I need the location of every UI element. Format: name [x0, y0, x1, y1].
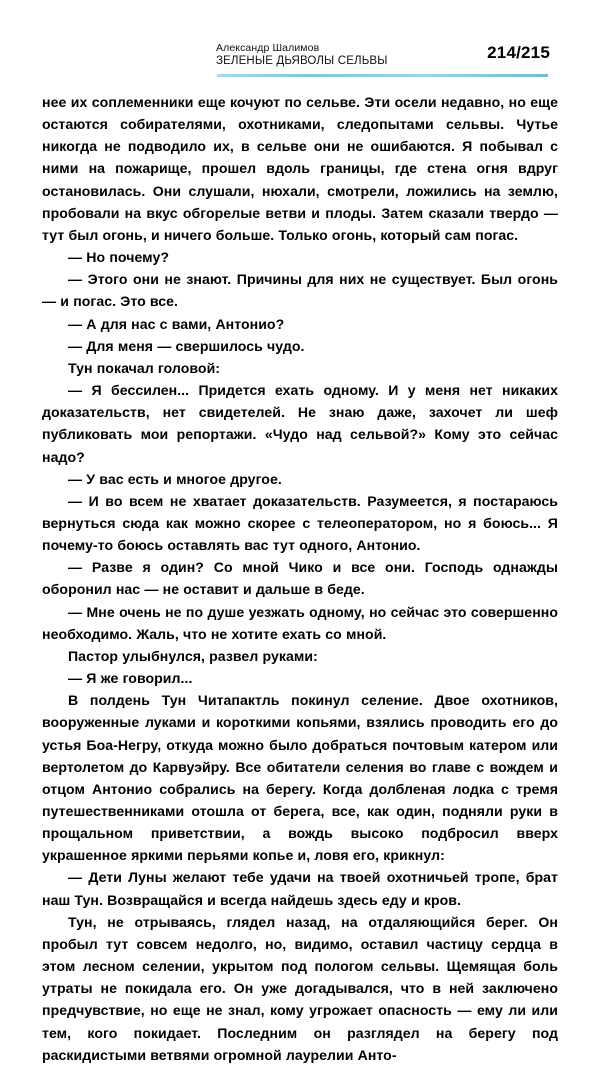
- running-head: [0, 0, 600, 82]
- paragraph: В полдень Тун Читапактль покинул селение. Двое охотников, вооруженные луками и короткими копьями, взялись проводить его до устья Боа-Негру, откуда можно было добраться почтовым катером или вертолетом до Карвуэйру. Все обитатели селения во главе с вождем и отцом Антонио собрались на берегу. Когда долбленая лодка с тремя путешественниками отошла от берега, все, как один, подняли руки в прощальном приветствии, а вождь высоко подбросил вверх украшенное яркими перьями копье и, ловя его, крикнул:: [42, 692, 558, 864]
- paragraph: Тун, не отрываясь, глядел назад, на отдаляющийся берег. Он пробыл тут совсем недолго, но, видимо, оставил частицу сердца в этом лесном селении, укрытом под пологом сельвы. Щемящая боль утраты не покидала его. Он уже догадывался, что в ней заключено предчувствие, но еще не знал, кому угрожает опасность — ему ли или тем, кого покидает. Последним он разглядел на берегу под раскидистыми ветвями огромной лаурелии Анто-: [42, 913, 558, 1063]
- paragraph: — Мне очень не по душе уезжать одному, но сейчас это совершенно необходимо. Жаль, что не хотите ехать со мной.: [42, 603, 558, 642]
- paragraph: — Но почему?: [68, 249, 170, 266]
- paragraph: — Я же говорил...: [68, 670, 193, 687]
- page-number: 214/215: [487, 43, 550, 62]
- header-author: Александр Шалимов: [216, 42, 320, 54]
- running-head-titles: [216, 42, 388, 69]
- header-book-title: ЗЕЛЕНЫЕ ДЬЯВОЛЫ СЕЛЬВЫ: [216, 55, 388, 68]
- paragraph: Пастор улыбнулся, развел руками:: [68, 647, 318, 664]
- running-head-content: [216, 42, 550, 69]
- paragraph: — Этого они не знают. Причины для них не существует. Был огонь — и погас. Это все.: [42, 271, 558, 310]
- paragraph: — Разве я один? Со мной Чико и все они. Господь однажды оборонил нас — не оставит и дальше в беде.: [42, 559, 558, 598]
- paragraph: — У вас есть и многое другое.: [68, 470, 282, 487]
- body-text-column: [42, 91, 558, 1066]
- paragraph: — И во всем не хватает доказательств. Разумеется, я постараюсь вернуться сюда как можно скорее с телеоператором, но я боюсь... Я почему-то боюсь оставлять вас тут одного, Антонио.: [42, 492, 558, 554]
- paragraph: — Для меня — свершилось чудо.: [68, 337, 305, 354]
- paragraph: — Дети Луны желают тебе удачи на твоей охотничьей тропе, брат наш Тун. Возвращайся и всегда найдешь здесь еду и кров.: [42, 869, 558, 908]
- header-divider-rule: [217, 74, 548, 77]
- paragraph: — Я бессилен... Придется ехать одному. И у меня нет никаких доказательств, нет свидетелей. Не знаю даже, захочет ли шеф публиковать мои репортажи. «Чудо над сельвой?» Кому это сейчас надо?: [42, 382, 558, 465]
- paragraph: Тун покачал головой:: [68, 359, 221, 376]
- paragraph: нее их соплеменники еще кочуют по сельве. Эти осели недавно, но еще остаются собирателями, охотниками, следопытами сельвы. Чутье никогда не подводило их, в сельве они не ошибаются. Я побывал с ними на пожарище, прошел вдоль границы, где стена огня вдруг остановилась. Они слушали, нюхали, смотрели, ложились на землю, пробовали на вкус обгорелые ветви и плоды. Затем сказали твердо — тут был огонь, и ничего больше. Только огонь, который сам погас.: [42, 94, 558, 243]
- paragraph: — А для нас с вами, Антонио?: [68, 315, 285, 332]
